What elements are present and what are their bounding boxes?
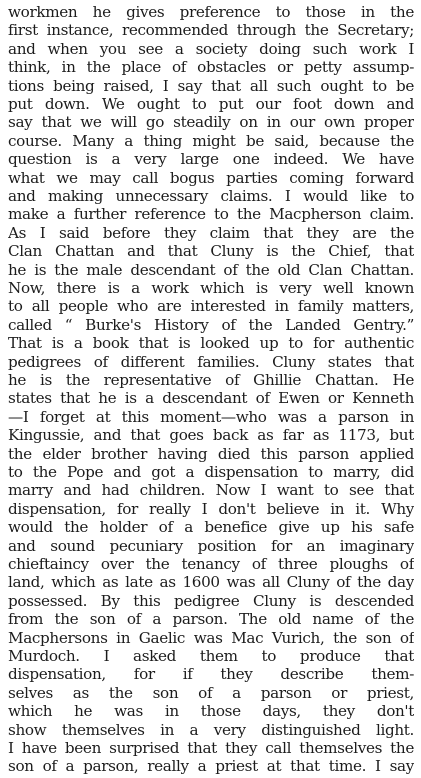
text-line: —I forget at this moment—who was a parson in — [8, 407, 414, 426]
text-line: what we may call bogus parties coming forward — [8, 168, 414, 187]
text-line: son of a parson, really a priest at that time. I say — [8, 757, 414, 776]
text-line: think, in the place of obstacles or petty assump- — [8, 58, 414, 77]
text-line: and sound pecuniary position for an imaginary — [8, 536, 414, 555]
text-line: As I said before they claim that they are the — [8, 223, 414, 242]
text-line: Now, there is a work which is very well known — [8, 279, 414, 297]
text-line: first instance, recommended through the Secretary; — [8, 21, 414, 40]
text-line: states that he is a descendant of Ewen or Kenneth — [8, 389, 414, 408]
text-line: make a further reference to the Macpherson claim. — [8, 205, 414, 224]
text-line: which he was in those days, they don't — [8, 702, 414, 721]
text-line: question is a very large one indeed. We have — [8, 150, 414, 169]
document-page — [8, 3, 416, 775]
text-line: tions being raised, I say that all such ought to be — [8, 76, 414, 95]
text-line: Macphersons in Gaelic was Mac Vurich, the son of — [8, 628, 414, 647]
text-line: to the Pope and got a dispensation to marry, did — [8, 463, 414, 481]
text-line: and making unnecessary claims. I would like to — [8, 187, 414, 205]
text-line: and when you see a society doing such work I — [8, 39, 414, 58]
text-line: Kingussie, and that goes back as far as 1173, but — [8, 426, 414, 445]
text-line: dispensation, for if they describe them- — [8, 665, 414, 684]
text-line: Clan Chattan and that Cluny is the Chief, that — [8, 242, 414, 261]
text-line: dispensation, for really I don't believe in it. Why — [8, 499, 414, 518]
text-line: called “ Burke's History of the Landed Gentry.” — [8, 315, 414, 334]
text-line: he is the representative of Ghillie Chattan. He — [8, 371, 414, 389]
text-line: show themselves in a very distinguished light. — [8, 720, 414, 739]
text-line: workmen he gives preference to those in the — [8, 3, 414, 21]
text-line: to all people who are interested in family matters, — [8, 297, 414, 316]
text-line: he is the male descendant of the old Clan Chattan. — [8, 260, 414, 279]
text-line: chieftaincy over the tenancy of three ploughs of — [8, 555, 414, 573]
text-line: Murdoch. I asked them to produce that — [8, 647, 414, 665]
text-line: land, which as late as 1600 was all Cluny of the day — [8, 573, 414, 592]
text-line: pedigrees of different families. Cluny states that — [8, 352, 414, 371]
text-line: put down. We ought to put our foot down and — [8, 95, 414, 113]
text-line: course. Many a thing might be said, because the — [8, 131, 414, 150]
text-line: marry and had children. Now I want to see that — [8, 481, 414, 500]
text-line: say that we will go steadily on in our own proper — [8, 113, 414, 132]
text-line: the elder brother having died this parson applied — [8, 444, 414, 463]
text-line: selves as the son of a parson or priest, — [8, 683, 414, 702]
text-line: from the son of a parson. The old name of the — [8, 610, 414, 629]
text-line: That is a book that is looked up to for authentic — [8, 334, 414, 353]
text-line: possessed. By this pedigree Cluny is descended — [8, 591, 414, 610]
text-line: I have been surprised that they call themselves the — [8, 739, 414, 757]
text-line: would the holder of a benefice give up his safe — [8, 518, 414, 537]
